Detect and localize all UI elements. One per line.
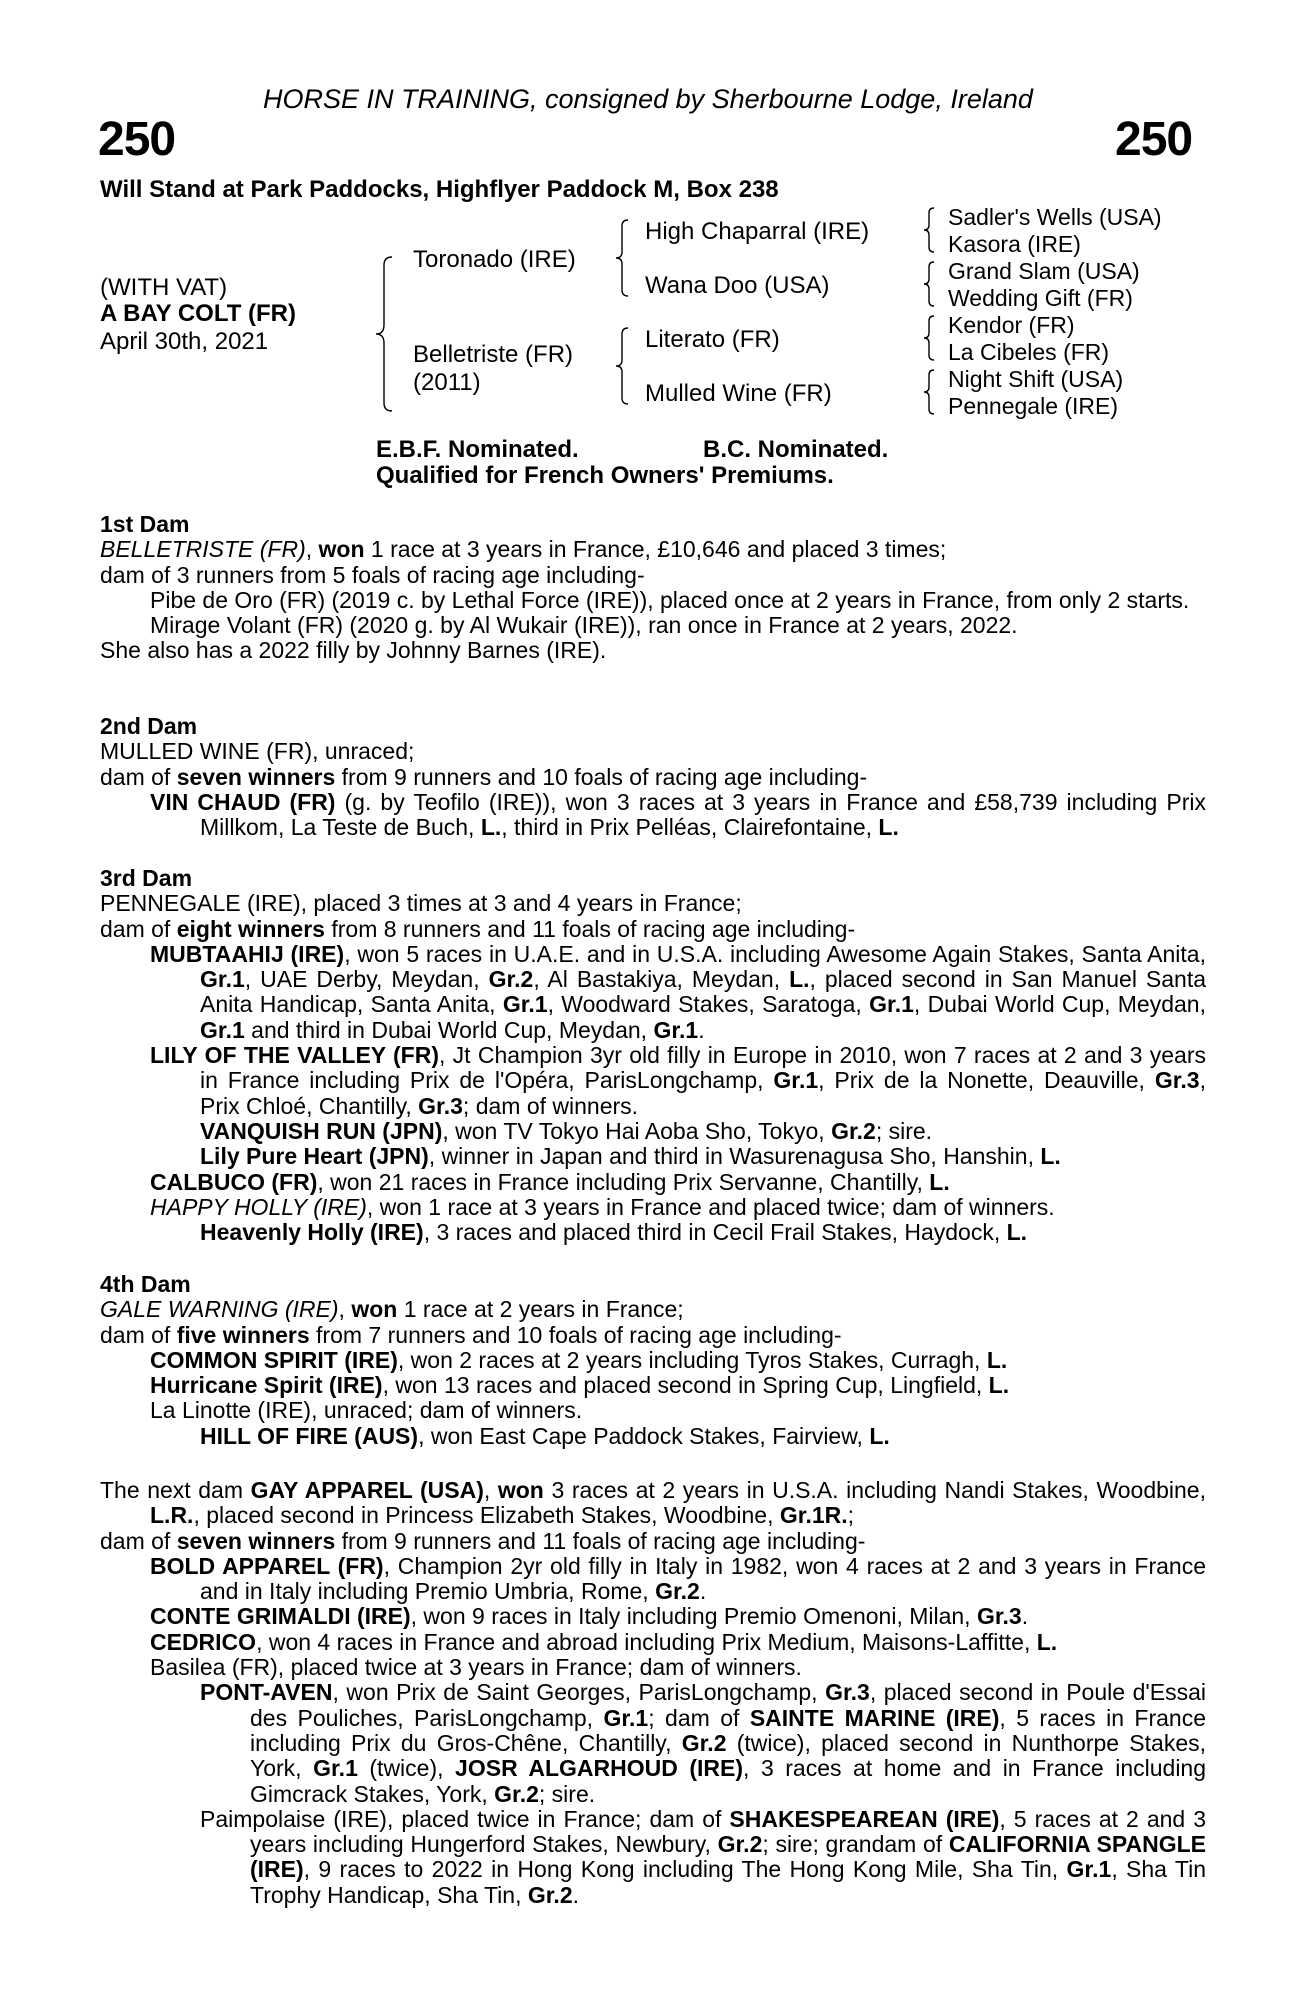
next-dam-line1: The next dam GAY APPAREL (USA), won 3 races at 2 years in U.S.A. including Nandi Stakes, Woodbine, L.R., placed second in Princess Elizabeth Stakes, Woodbine, Gr.1R.;	[100, 1477, 1206, 1529]
section-next-dam	[100, 1478, 1206, 1908]
pedigree-g5: Kendor (FR)	[948, 312, 1075, 338]
dam3-line1: PENNEGALE (IRE), placed 3 times at 3 and 4 years in France;	[100, 890, 742, 917]
pedigree-g4: Wedding Gift (FR)	[948, 285, 1133, 311]
dam3-mubtaahij: MUBTAAHIJ (IRE), won 5 races in U.A.E. and in U.S.A. including Awesome Again Stakes, Santa Anita, Gr.1, UAE Derby, Meydan, Gr.2, Al Bastakiya, Meydan, L., placed second in San Manuel Santa Anita Handicap, Santa Anita, Gr.1, Woodward Stakes, Saratoga, Gr.1, Dubai World Cup, Meydan, Gr.1 and third in Dubai World Cup, Meydan, Gr.1.	[150, 940, 1207, 1043]
dam4-hill-of-fire: HILL OF FIRE (AUS), won East Cape Paddock Stakes, Fairview, L.	[200, 1422, 890, 1449]
dam2-produce-1: VIN CHAUD (FR) (g. by Teofilo (IRE)), won 3 races at 3 years in France and £58,739 including Prix Millkom, La Teste de Buch, L., third in Prix Pelléas, Clairefontaine, L.	[150, 788, 1206, 841]
dam4-line1: GALE WARNING (IRE), won 1 race at 2 years in France;	[100, 1296, 684, 1323]
pedigree-brace-main	[372, 255, 396, 413]
section-3rd-dam	[100, 866, 1206, 1245]
dam4-hurricane-spirit: Hurricane Spirit (IRE), won 13 races and placed second in Spring Cup, Lingfield, L.	[150, 1372, 1010, 1399]
dam4-la-linotte: La Linotte (IRE), unraced; dam of winners.	[150, 1397, 583, 1424]
pedigree-g8: Pennegale (IRE)	[948, 393, 1119, 419]
stand-line: Will Stand at Park Paddocks, Highflyer Paddock M, Box 238	[100, 176, 779, 203]
pedigree-sire-sire: High Chaparral (IRE)	[645, 218, 870, 245]
bc-nomination: B.C. Nominated.	[703, 436, 889, 463]
next-dam-pont-aven: PONT-AVEN, won Prix de Saint Georges, ParisLongchamp, Gr.3, placed second in Poule d'Essai des Pouliches, ParisLongchamp, Gr.1; dam of SAINTE MARINE (IRE), 5 races in France including Prix du Gros-Chêne, Chantilly, Gr.2 (twice), placed second in Nunthorpe Stakes, York, Gr.1 (twice), JOSR ALGARHOUD (IRE), 3 races at home and in France including Gimcrack Stakes, York, Gr.2; sire.	[200, 1679, 1207, 1807]
pedigree-sire: Toronado (IRE)	[413, 246, 576, 273]
next-dam-basilea: Basilea (FR), placed twice at 3 years in France; dam of winners.	[150, 1654, 802, 1681]
dam1-line1: BELLETRISTE (FR), won 1 race at 3 years in France, £10,646 and placed 3 times;	[100, 536, 947, 563]
dam4-line2: dam of five winners from 7 runners and 10 foals of racing age including-	[100, 1321, 842, 1348]
pedigree-dam-dam: Mulled Wine (FR)	[645, 380, 832, 407]
pedigree-dam-sire: Literato (FR)	[645, 326, 780, 353]
pedigree-brace-g3	[920, 314, 938, 362]
pedigree-g2: Kasora (IRE)	[948, 231, 1081, 257]
dam2-line2: dam of seven winners from 9 runners and 10 foals of racing age including-	[100, 763, 868, 790]
dam3-lily-of-the-valley: LILY OF THE VALLEY (FR), Jt Champion 3yr old filly in Europe in 2010, won 7 races at 2 and 3 years in France including Prix de l'Opéra, ParisLongchamp, Gr.1, Prix de la Nonette, Deauville, Gr.3, Prix Chloé, Chantilly, Gr.3; dam of winners.	[150, 1042, 1206, 1119]
pedigree-dam-year: (2011)	[413, 369, 481, 396]
pedigree-brace-g4	[920, 368, 938, 416]
pedigree-brace-sire	[612, 218, 632, 298]
consignor-line: HORSE IN TRAINING, consigned by Sherbourne Lodge, Ireland	[263, 84, 1033, 114]
section-1st-dam	[100, 512, 1206, 664]
dam1-produce-1: Pibe de Oro (FR) (2019 c. by Lethal Force (IRE)), placed once at 2 years in France, from only 2 starts.	[150, 586, 1190, 613]
heading-2nd-dam: 2nd Dam	[100, 713, 198, 739]
foaling-date: April 30th, 2021	[100, 328, 269, 355]
dam3-lily-pure-heart: Lily Pure Heart (JPN), winner in Japan and third in Wasurenagusa Sho, Hanshin, L.	[200, 1143, 1061, 1170]
french-premiums: Qualified for French Owners' Premiums.	[376, 462, 834, 489]
dam1-line3: She also has a 2022 filly by Johnny Barnes (IRE).	[100, 637, 607, 664]
ebf-nomination: E.B.F. Nominated.	[376, 436, 579, 463]
next-dam-conte-grimaldi: CONTE GRIMALDI (IRE), won 9 races in Italy including Premio Omenoni, Milan, Gr.3.	[150, 1603, 1029, 1630]
dam3-heavenly-holly: Heavenly Holly (IRE), 3 races and placed third in Cecil Frail Stakes, Haydock, L.	[200, 1219, 1028, 1246]
next-dam-bold-apparel: BOLD APPAREL (FR), Champion 2yr old filly in Italy in 1982, won 4 races at 2 and 3 years in France and in Italy including Premio Umbria, Rome, Gr.2.	[150, 1552, 1207, 1605]
dam1-produce-2: Mirage Volant (FR) (2020 g. by Al Wukair (IRE)), ran once in France at 2 years, 2022.	[150, 612, 1018, 639]
heading-4th-dam: 4th Dam	[100, 1271, 191, 1297]
vat-note: (WITH VAT)	[100, 274, 228, 301]
heading-3rd-dam: 3rd Dam	[100, 865, 193, 891]
pedigree-g3: Grand Slam (USA)	[948, 258, 1140, 284]
heading-1st-dam: 1st Dam	[100, 511, 190, 537]
dam3-line2: dam of eight winners from 8 runners and 11 foals of racing age including-	[100, 915, 856, 942]
pedigree-brace-g1	[920, 206, 938, 254]
pedigree-g7: Night Shift (USA)	[948, 366, 1124, 392]
dam2-line1: MULLED WINE (FR), unraced;	[100, 738, 415, 765]
pedigree-g6: La Cibeles (FR)	[948, 339, 1110, 365]
lot-number-right: 250	[1115, 113, 1193, 166]
horse-description: A BAY COLT (FR)	[100, 300, 296, 327]
pedigree-dam: Belletriste (FR)	[413, 341, 574, 368]
section-4th-dam	[100, 1272, 1206, 1449]
pedigree-g1: Sadler's Wells (USA)	[948, 204, 1162, 230]
next-dam-line2: dam of seven winners from 9 runners and 11 foals of racing age including-	[100, 1527, 866, 1554]
dam1-line2: dam of 3 runners from 5 foals of racing age including-	[100, 561, 645, 588]
section-2nd-dam	[100, 714, 1206, 840]
dam3-happy-holly: HAPPY HOLLY (IRE), won 1 race at 3 years in France and placed twice; dam of winners.	[150, 1193, 1055, 1220]
pedigree-sire-dam: Wana Doo (USA)	[645, 272, 830, 299]
pedigree-brace-dam	[612, 326, 632, 406]
next-dam-cedrico: CEDRICO, won 4 races in France and abroad including Prix Medium, Maisons-Laffitte, L.	[150, 1628, 1058, 1655]
lot-number-left: 250	[98, 113, 176, 166]
dam4-common-spirit: COMMON SPIRIT (IRE), won 2 races at 2 years including Tyros Stakes, Curragh, L.	[150, 1346, 1008, 1373]
dam3-calbuco: CALBUCO (FR), won 21 races in France including Prix Servanne, Chantilly, L.	[150, 1168, 950, 1195]
dam3-vanquish-run: VANQUISH RUN (JPN), won TV Tokyo Hai Aoba Sho, Tokyo, Gr.2; sire.	[200, 1117, 933, 1144]
pedigree-brace-g2	[920, 260, 938, 308]
next-dam-paimpolaise: Paimpolaise (IRE), placed twice in France; dam of SHAKESPEAREAN (IRE), 5 races at 2 and 3 years including Hungerford Stakes, Newbury, Gr.2; sire; grandam of CALIFORNIA SPANGLE (IRE), 9 races to 2022 in Hong Kong including The Hong Kong Mile, Sha Tin, Gr.1, Sha Tin Trophy Handicap, Sha Tin, Gr.2.	[200, 1805, 1207, 1908]
